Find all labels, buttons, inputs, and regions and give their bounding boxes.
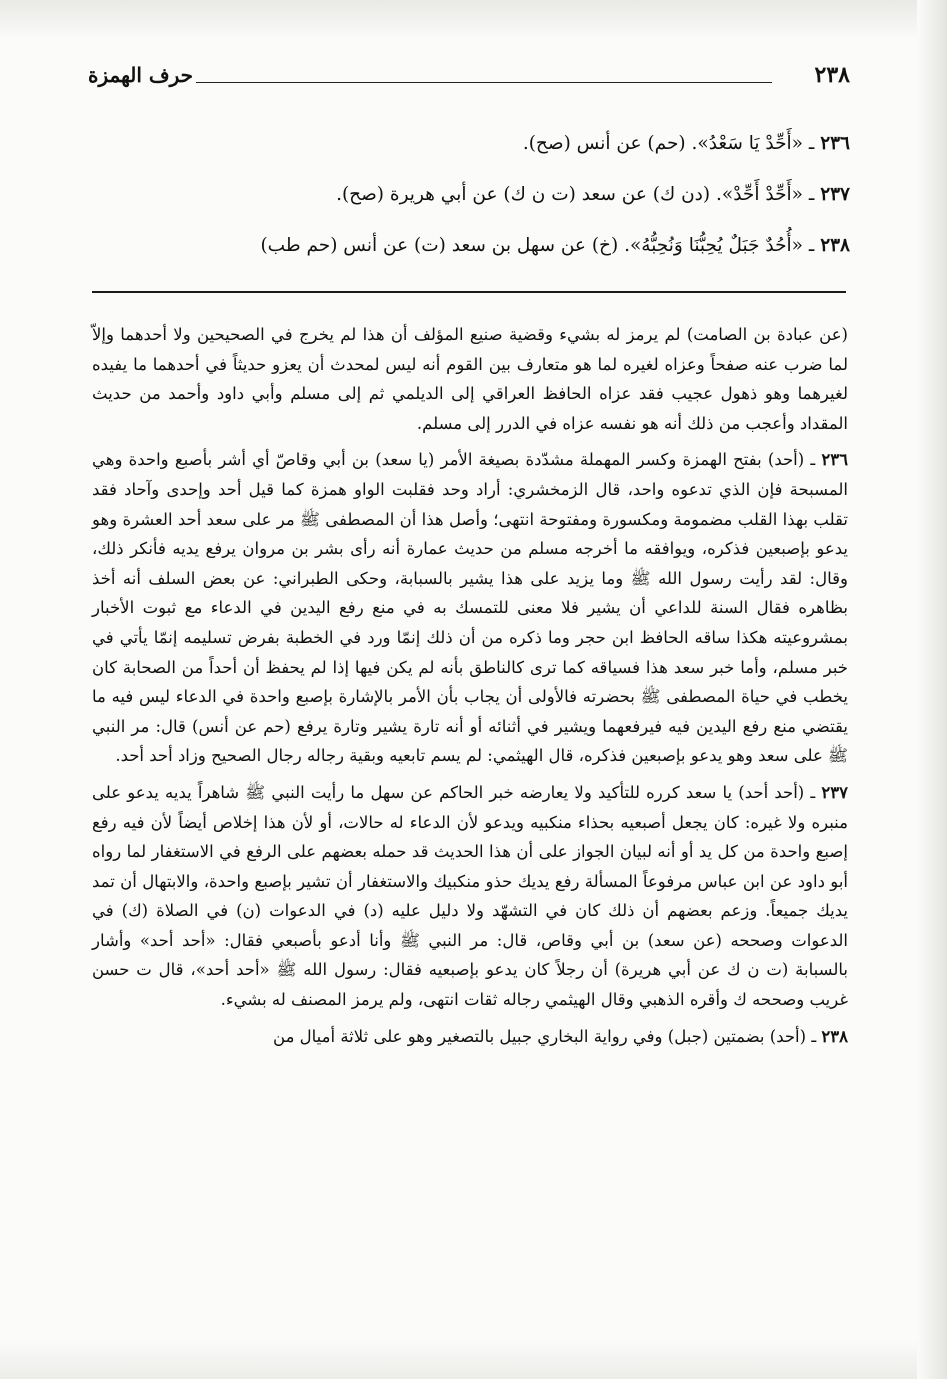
page-number: ٢٣٨ — [814, 62, 850, 88]
commentary-paragraph — [92, 320, 848, 438]
hadith-number: ٢٣٦ — [820, 133, 850, 154]
hadith-number: ٢٣٧ — [820, 184, 850, 205]
header-rule — [196, 82, 772, 83]
scan-edge-top — [0, 0, 947, 40]
chapter-title: حرف الهمزة — [88, 63, 194, 87]
commentary-paragraph: ٢٣٦ ـ (أحد) بفتح الهمزة وكسر المهملة مشدّدة بصيغة الأمر (يا سعد) بن أبي وقاصّ أي أشر بأصبع واحدة وهي المسبحة فإن الذي تدعوه واحد، قال الزمخشري: أراد وحد فقلبت الواو همزة كما قيل أحد وإحدى وآحاد فقد تقلب بهذا القلب مضمومة ومكسورة ومفتوحة انتهى؛ وأصل هذا أن المصطفى ﷺ مر على سعد أحد العشرة وهو يدعو بإصبعين فذكره، ويوافقه ما أخرجه مسلم من حديث عمارة أنه رأى بشر بن مروان يرفع يديه فأنكر ذلك، وقال: لقد رأيت رسول الله ﷺ وما يزيد على هذا يشير بالسبابة، وحكى الطبراني: عن بعض السلف أنه أخذ بظاهره فقال السنة للداعي أن يشير فلا معنى للتمسك به في منع رفع اليدين في الدعاء مع ثبوت الأخبار بمشروعيته هكذا ساقه الحافظ ابن حجر وما ذكره من أن ذلك إنمّا ورد في الخطبة بفرض تسليمه إنمّا يأتي في خبر مسلم، وأما خبر سعد هذا فسياقه كما ترى كالناطق بأنه لم يكن فيها إذا لم يحفظ أن أحداً من الصحابة كان يخطب في حياة المصطفى ﷺ بحضرته فالأولى أن يجاب بأن الأمر بالإشارة بإصبع واحدة في الدعاء ليس فيه ما يقتضي منع رفع اليدين فيه فيرفعهما ويشير في أثنائه أو أنه تارة يشير وتارة يرفع (حم عن أنس) قال: مر النبي ﷺ على سعد وهو يدعو بإصبعين فذكره، قال الهيثمي: لم يسم تابعيه وبقية رجاله رجال الصحيح وزاد أحد أحد. — [92, 450, 848, 766]
hadith-text: «أَحِّدْ أَحِّدْ». (دن ك) عن سعد (ت ن ك) عن أبي هريرة (صح). — [336, 184, 803, 205]
commentary-section — [92, 320, 848, 1058]
commentary-number: ٢٣٨ — [821, 1026, 848, 1046]
commentary-number: ٢٣٦ — [821, 450, 848, 470]
scan-edge-bottom — [0, 1339, 947, 1379]
hadith-list — [88, 118, 850, 271]
hadith-entry: ٢٣٦ ـ «أَحِّدْ يَا سَعْدُ». (حم) عن أنس (صح). — [522, 133, 850, 154]
hadith-text: «أَحِّدْ يَا سَعْدُ». (حم) عن أنس (صح). — [522, 133, 803, 154]
commentary-paragraph: ٢٣٨ ـ (أحد) بضمتين (جبل) وفي رواية البخاري جبيل بالتصغير وهو على ثلاثة أميال من — [273, 1026, 848, 1046]
hadith-entry: ٢٣٨ ـ «أُحُدٌ جَبَلٌ يُحِبُّنَا وَنُحِبُّهُ». (خ) عن سهل بن سعد (ت) عن أنس (حم طب) — [260, 235, 850, 256]
scan-edge-right — [917, 0, 947, 1379]
page-header — [88, 60, 850, 90]
commentary-text: (أحد) بفتح الهمزة وكسر المهملة مشدّدة بصيغة الأمر (يا سعد) بن أبي وقاصّ أي أشر بأصبع واحدة وهي المسبحة فإن الذي تدعوه واحد، قال الزمخشري: أراد وحد فقلبت الواو همزة كما قيل أحد وإحدى وآحاد فقد تقلب بهذا القلب مضمومة ومكسورة ومفتوحة انتهى؛ وأصل هذا أن المصطفى ﷺ مر على سعد أحد العشرة وهو يدعو بإصبعين فذكره، ويوافقه ما أخرجه مسلم من حديث عمارة أنه رأى بشر بن مروان يرفع يديه فأنكر ذلك، وقال: لقد رأيت رسول الله ﷺ وما يزيد على هذا يشير بالسبابة، وحكى الطبراني: عن بعض السلف أنه أخذ بظاهره فقال السنة للداعي أن يشير فلا معنى للتمسك به في منع رفع اليدين في الدعاء مع ثبوت الأخبار بمشروعيته هكذا ساقه الحافظ ابن حجر وما ذكره من أن ذلك إنمّا ورد في الخطبة بفرض تسليمه إنمّا يأتي في خبر مسلم، وأما خبر سعد هذا فسياقه كما ترى كالناطق بأنه لم يكن فيها إذا لم يحفظ أن أحداً من الصحابة كان يخطب في حياة المصطفى ﷺ بحضرته فالأولى أن يجاب بأن الأمر بالإشارة بإصبع واحدة في الدعاء ليس فيه ما يقتضي منع رفع اليدين فيه فيرفعهما ويشير في أثنائه أو أنه تارة يشير وتارة يرفع (حم عن أنس) قال: مر النبي ﷺ على سعد وهو يدعو بإصبعين فذكره، قال الهيثمي: لم يسم تابعيه وبقية رجاله رجال الصحيح وزاد أحد أحد. — [92, 450, 848, 766]
commentary-number: ٢٣٧ — [821, 782, 849, 802]
commentary-text: (عن عبادة بن الصامت) لم يرمز له بشيء وقضية صنيع المؤلف أن هذا لم يخرج في الصحيحين ولا أحدهما وإلاّ لما ضرب عنه صفحاً وعزاه لغيره لما هو متعارف بين القوم أنه ليس لمحدث أن يعزو حديثاً في أحدهما ما يفيده لغيرهما وهو ذهول عجيب فقد عزاه الحافظ العراقي إلى الديلمي ثم إلى مسلم وأبي داود وأحمد من حديث المقداد وأعجب من ذلك أنه هو نفسه عزاه في الدرر إلى مسلم. — [92, 325, 848, 433]
hadith-text: «أُحُدٌ جَبَلٌ يُحِبُّنَا وَنُحِبُّهُ». (خ) عن سهل بن سعد (ت) عن أنس (حم طب) — [260, 235, 803, 256]
commentary-text: (أحد أحد) يا سعد كرره للتأكيد ولا يعارضه خبر الحاكم عن سهل ما رأيت النبي ﷺ شاهراً يديه يدعو على منبره ولا غيره: كان يجعل أصبعيه بحذاء منكبيه ويدعو لأن الدعاء له حالات، أو لأن هذا إخلاص أيضاً لأن فيه رفع إصبع واحدة من كل يد أو أنه لبيان الجواز على أن هذا الحديث قد حمله بعضهم على الرفع في الاستغفار لما رواه أبو داود عن ابن عباس مرفوعاً المسألة رفع يديك حذو منكبيك والاستغفار أن تشير بإصبع واحدة، والابتهال أن تمد يديك جميعاً. وزعم بعضهم أن ذلك كان في التشهّد ولا دليل عليه (د) في الدعوات (ن) في الصلاة (ك) في الدعوات وصححه (عن سعد) بن أبي وقاص، قال: مر النبي ﷺ وأنا أدعو بأصبعي فقال: «أحد أحد» وأشار بالسبابة (ت ن ك عن أبي هريرة) أن رجلاً كان يدعو بإصبعيه فقال: رسول الله ﷺ «أحد أحد»، قال ت حسن غريب وصححه ك وأقره الذهبي وقال الهيثمي رجاله ثقات انتهى، ولم يرمز المصنف له بشيء. — [92, 782, 848, 1010]
commentary-paragraph: ٢٣٧ ـ (أحد أحد) يا سعد كرره للتأكيد ولا يعارضه خبر الحاكم عن سهل ما رأيت النبي ﷺ شاهراً يديه يدعو على منبره ولا غيره: كان يجعل أصبعيه بحذاء منكبيه ويدعو لأن الدعاء له حالات، أو لأن هذا إخلاص أيضاً لأن فيه رفع إصبع واحدة من كل يد أو أنه لبيان الجواز على أن هذا الحديث قد حمله بعضهم على الرفع في الاستغفار لما رواه أبو داود عن ابن عباس مرفوعاً المسألة رفع يديك حذو منكبيك والاستغفار أن تشير بإصبع واحدة، والابتهال أن تمد يديك جميعاً. وزعم بعضهم أن ذلك كان في التشهّد ولا دليل عليه (د) في الدعوات (ن) في الصلاة (ك) في الدعوات وصححه (عن سعد) بن أبي وقاص، قال: مر النبي ﷺ وأنا أدعو بأصبعي فقال: «أحد أحد» وأشار بالسبابة (ت ن ك عن أبي هريرة) أن رجلاً كان يدعو بإصبعيه فقال: رسول الله ﷺ «أحد أحد»، قال ت حسن غريب وصححه ك وأقره الذهبي وقال الهيثمي رجاله ثقات انتهى، ولم يرمز المصنف له بشيء. — [92, 782, 849, 1010]
hadith-entry: ٢٣٧ ـ «أَحِّدْ أَحِّدْ». (دن ك) عن سعد (ت ن ك) عن أبي هريرة (صح). — [336, 184, 850, 205]
hadith-number: ٢٣٨ — [820, 235, 850, 256]
footnote-divider — [92, 291, 846, 293]
commentary-text: (أحد) بضمتين (جبل) وفي رواية البخاري جبيل بالتصغير وهو على ثلاثة أميال من — [273, 1026, 807, 1046]
